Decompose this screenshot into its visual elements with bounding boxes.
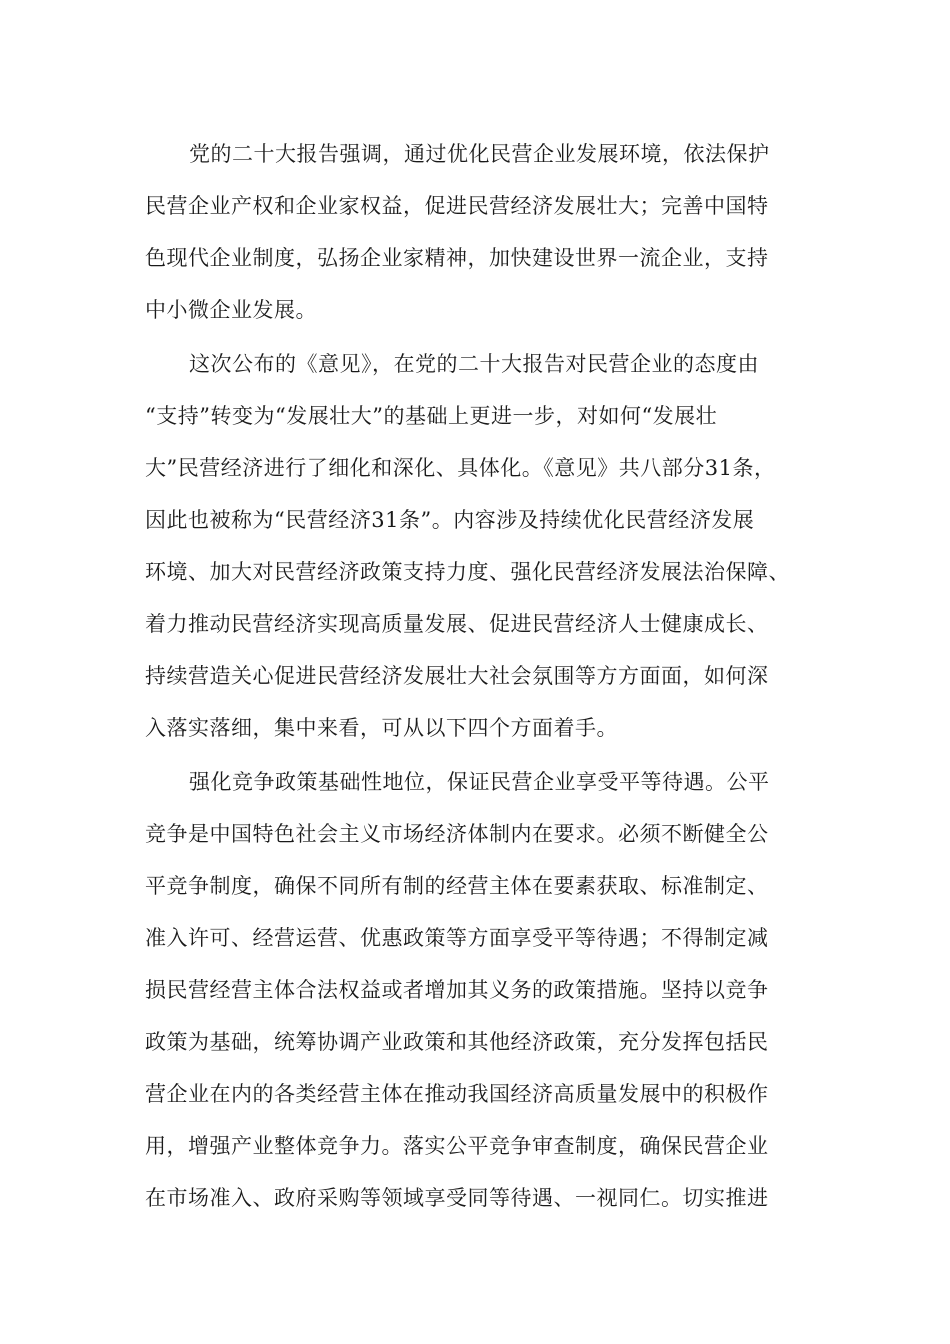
paragraph-line: 持续营造关心促进民营经济发展壮大社会氛围等方方面面，如何深 <box>145 664 769 688</box>
paragraph-line: 平竞争制度，确保不同所有制的经营主体在要素获取、标准制定、 <box>145 874 769 898</box>
paragraph-line: 着力推动民营经济实现高质量发展、促进民营经济人士健康成长、 <box>145 612 769 636</box>
paragraph-line: 准入许可、经营运营、优惠政策等方面享受平等待遇；不得制定减 <box>145 926 769 950</box>
paragraph-line: 因此也被称为“民营经济31条”。内容涉及持续优化民营经济发展 <box>145 508 755 532</box>
paragraph-line: 竞争是中国特色社会主义市场经济体制内在要求。必须不断健全公 <box>145 822 769 846</box>
paragraph-line: 营企业在内的各类经营主体在推动我国经济高质量发展中的积极作 <box>145 1082 769 1106</box>
paragraph-line: 中小微企业发展。 <box>145 298 317 322</box>
paragraph-1 <box>145 128 805 336</box>
paragraph-line: 强化竞争政策基础性地位，保证民营企业享受平等待遇。公平 <box>189 770 770 794</box>
document-body <box>145 128 805 1226</box>
paragraph-line: 党的二十大报告强调，通过优化民营企业发展环境，依法保护 <box>189 142 770 166</box>
paragraph-line: 在市场准入、政府采购等领域享受同等待遇、一视同仁。切实推进 <box>145 1186 769 1210</box>
paragraph-line: 这次公布的《意见》，在党的二十大报告对民营企业的态度由 <box>189 352 759 376</box>
paragraph-line: 环境、加大对民营经济政策支持力度、强化民营经济发展法治保障、 <box>145 560 790 584</box>
paragraph-2 <box>145 338 805 754</box>
paragraph-line: 政策为基础，统筹协调产业政策和其他经济政策，充分发挥包括民 <box>145 1030 769 1054</box>
paragraph-line: 用，增强产业整体竞争力。落实公平竞争审查制度，确保民营企业 <box>145 1134 769 1158</box>
paragraph-line: “支持”转变为“发展壮大”的基础上更进一步，对如何“发展壮 <box>145 404 718 428</box>
paragraph-line: 色现代企业制度，弘扬企业家精神，加快建设世界一流企业，支持 <box>145 246 769 270</box>
paragraph-line: 损民营经营主体合法权益或者增加其义务的政策措施。坚持以竞争 <box>145 978 769 1002</box>
paragraph-line: 大”民营经济进行了细化和深化、具体化。《意见》共八部分31条， <box>145 456 776 480</box>
paragraph-line: 入落实落细，集中来看，可从以下四个方面着手。 <box>145 716 618 740</box>
paragraph-3 <box>145 756 805 1224</box>
paragraph-line: 民营企业产权和企业家权益，促进民营经济发展壮大；完善中国特 <box>145 194 769 218</box>
